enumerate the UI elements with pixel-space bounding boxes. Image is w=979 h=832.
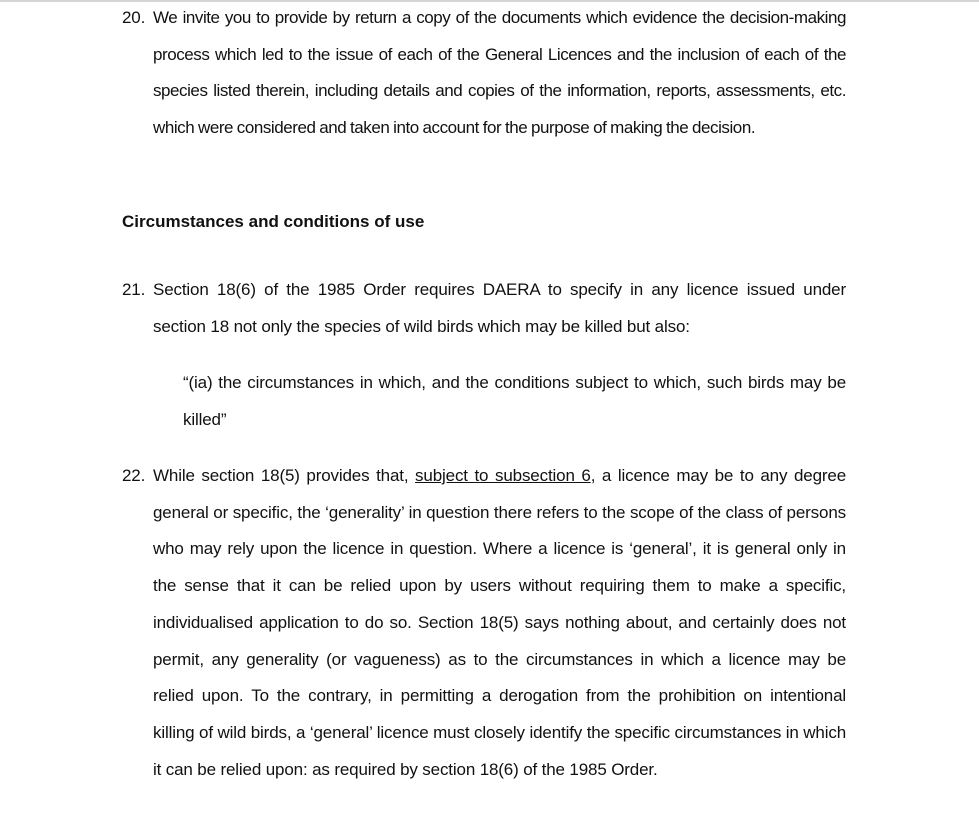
paragraph-text [153,458,846,788]
section-heading: Circumstances and conditions of use [122,212,425,231]
paragraph-number: 22. [122,466,146,485]
paragraph-text: We invite you to provide by return a copy of the documents which evidence the decision-making process which led to the issue of each of the General Licences and the inclusion of each of the species listed therein, including details and copies of the information, reports, assessments, etc. which were considered and taken into account for the purpose of making the decision. [153,8,846,138]
block-quote: “(ia) the circumstances in which, and the conditions subject to which, such birds may be killed” [183,373,846,429]
paragraph-20 [122,0,846,147]
text-segment: , a licence may be to any degree general or specific, the ‘generality’ in question there refers to the scope of the class of persons who may rely upon the licence in question. Where a licence is ‘general’, it is general only in the sense that it can be relied upon by users without requiring them to make a specific, individualised application to do so. Section 18(5) says nothing about, and certainly does not permit, any generality (or vagueness) as to the circumstances in which a licence may be relied upon. To the contrary, in permitting a derogation from the prohibition on intentional killing of wild birds, a ‘general’ licence must closely identify the specific circumstances in which it can be relied upon: as required by section 18(6) of the 1985 Order. [153,466,846,779]
paragraph-22 [122,458,846,788]
paragraph-text: Section 18(6) of the 1985 Order requires DAERA to specify in any licence issued under section 18 not only the species of wild birds which may be killed but also: [153,280,846,336]
paragraph-number: 21. [122,280,146,299]
text-segment: While section 18(5) provides that, [153,466,416,485]
paragraph-number: 20. [122,8,146,27]
paragraph-21 [122,272,846,345]
underlined-reference: subject to subsection 6 [415,466,591,485]
